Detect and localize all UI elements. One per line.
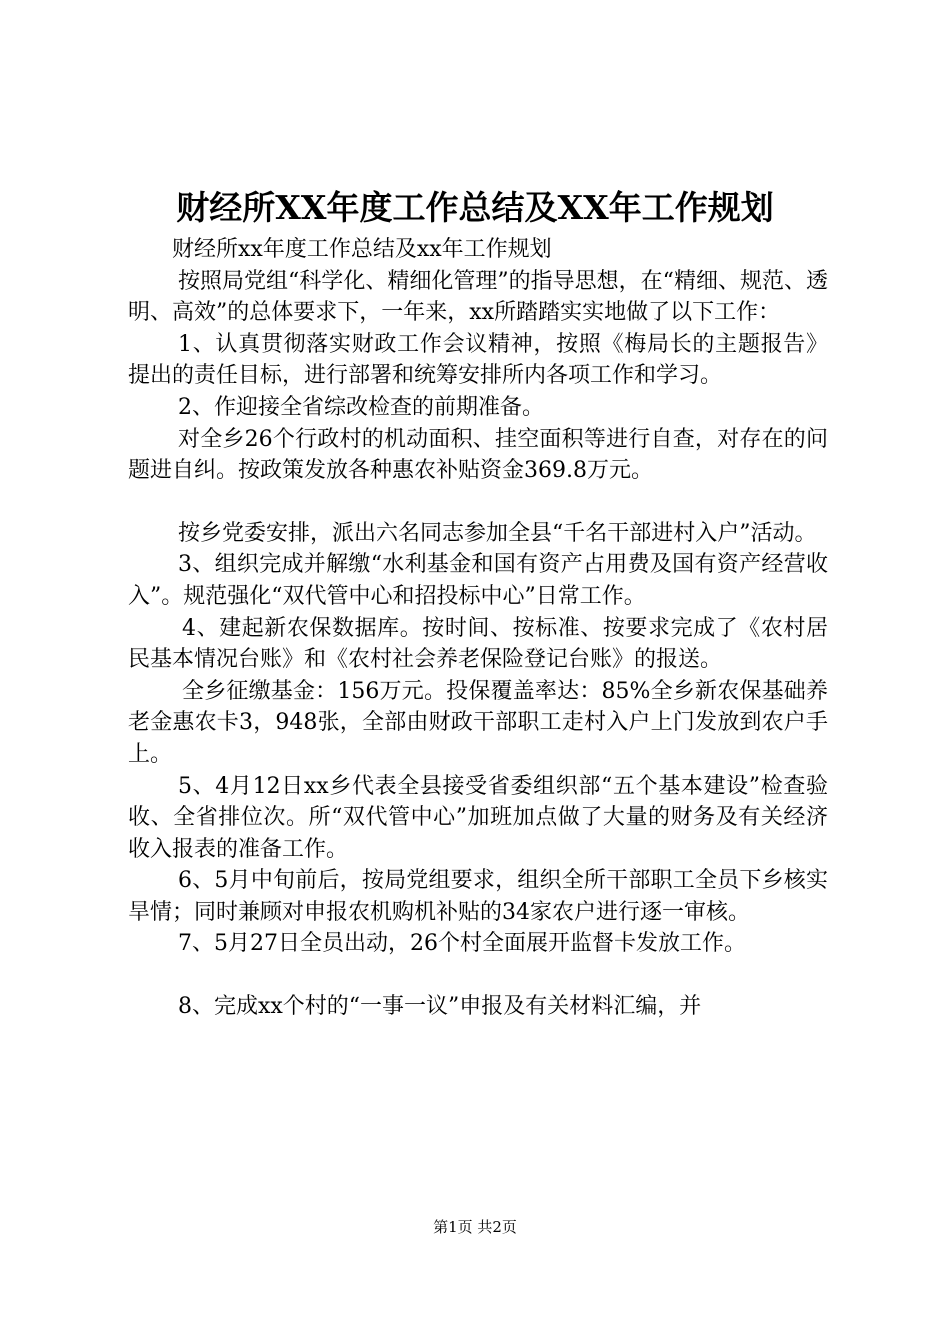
paragraph: 按照局党组“科学化、精细化管理”的指导思想，在“精细、规范、透明、高效”的总体要求下，一年来，xx所踏踏实实地做了以下工作： bbox=[128, 268, 828, 326]
document-body bbox=[128, 234, 828, 1023]
paragraph: 5、4月12日xx乡代表全县接受省委组织部“五个基本建设”检查验收、全省排位次。所“双代管中心”加班加点做了大量的财务及有关经济收入报表的准备工作。 bbox=[128, 773, 828, 862]
paragraph: 财经所xx年度工作总结及xx年工作规划 bbox=[172, 237, 552, 262]
page-footer: 第1页 共2页 bbox=[433, 1218, 517, 1236]
document-title: 财经所XX年度工作总结及XX年工作规划 bbox=[176, 188, 774, 227]
paragraph: 6、5月中旬前后，按局党组要求，组织全所干部职工全员下乡核实旱情；同时兼顾对申报农机购机补贴的34家农户进行逐一审核。 bbox=[128, 868, 828, 925]
paragraph: 按乡党委安排，派出六名同志参加全县“千名干部进村入户”活动。 bbox=[178, 520, 817, 546]
paragraph: 3、组织完成并解缴“水利基金和国有资产占用费及国有资产经营收入”。规范强化“双代管中心和招投标中心”日常工作。 bbox=[128, 552, 828, 609]
paragraph: 4、建起新农保数据库。按时间、按标准、按要求完成了《农村居民基本情况台账》和《农村社会养老保险登记台账》的报送。 bbox=[128, 615, 828, 673]
paragraph: 全乡征缴基金：156万元。投保覆盖率达：85%全乡新农保基础养老金惠农卡3，948张，全部由财政干部职工走村入户上门发放到农户手上。 bbox=[128, 678, 828, 767]
paragraph: 8、完成xx个村的“一事一议”申报及有关材料汇编，并 bbox=[178, 994, 702, 1020]
paragraph: 7、5月27日全员出动，26个村全面展开监督卡发放工作。 bbox=[178, 931, 746, 957]
paragraph: 1、认真贯彻落实财政工作会议精神，按照《梅局长的主题报告》提出的责任目标，进行部署和统筹安排所内各项工作和学习。 bbox=[128, 331, 828, 389]
paragraph: 对全乡26个行政村的机动面积、挂空面积等进行自查，对存在的问题进自纠。按政策发放各种惠农补贴资金369.8万元。 bbox=[128, 426, 828, 484]
paragraph: 2、作迎接全省综改检查的前期准备。 bbox=[178, 394, 544, 420]
